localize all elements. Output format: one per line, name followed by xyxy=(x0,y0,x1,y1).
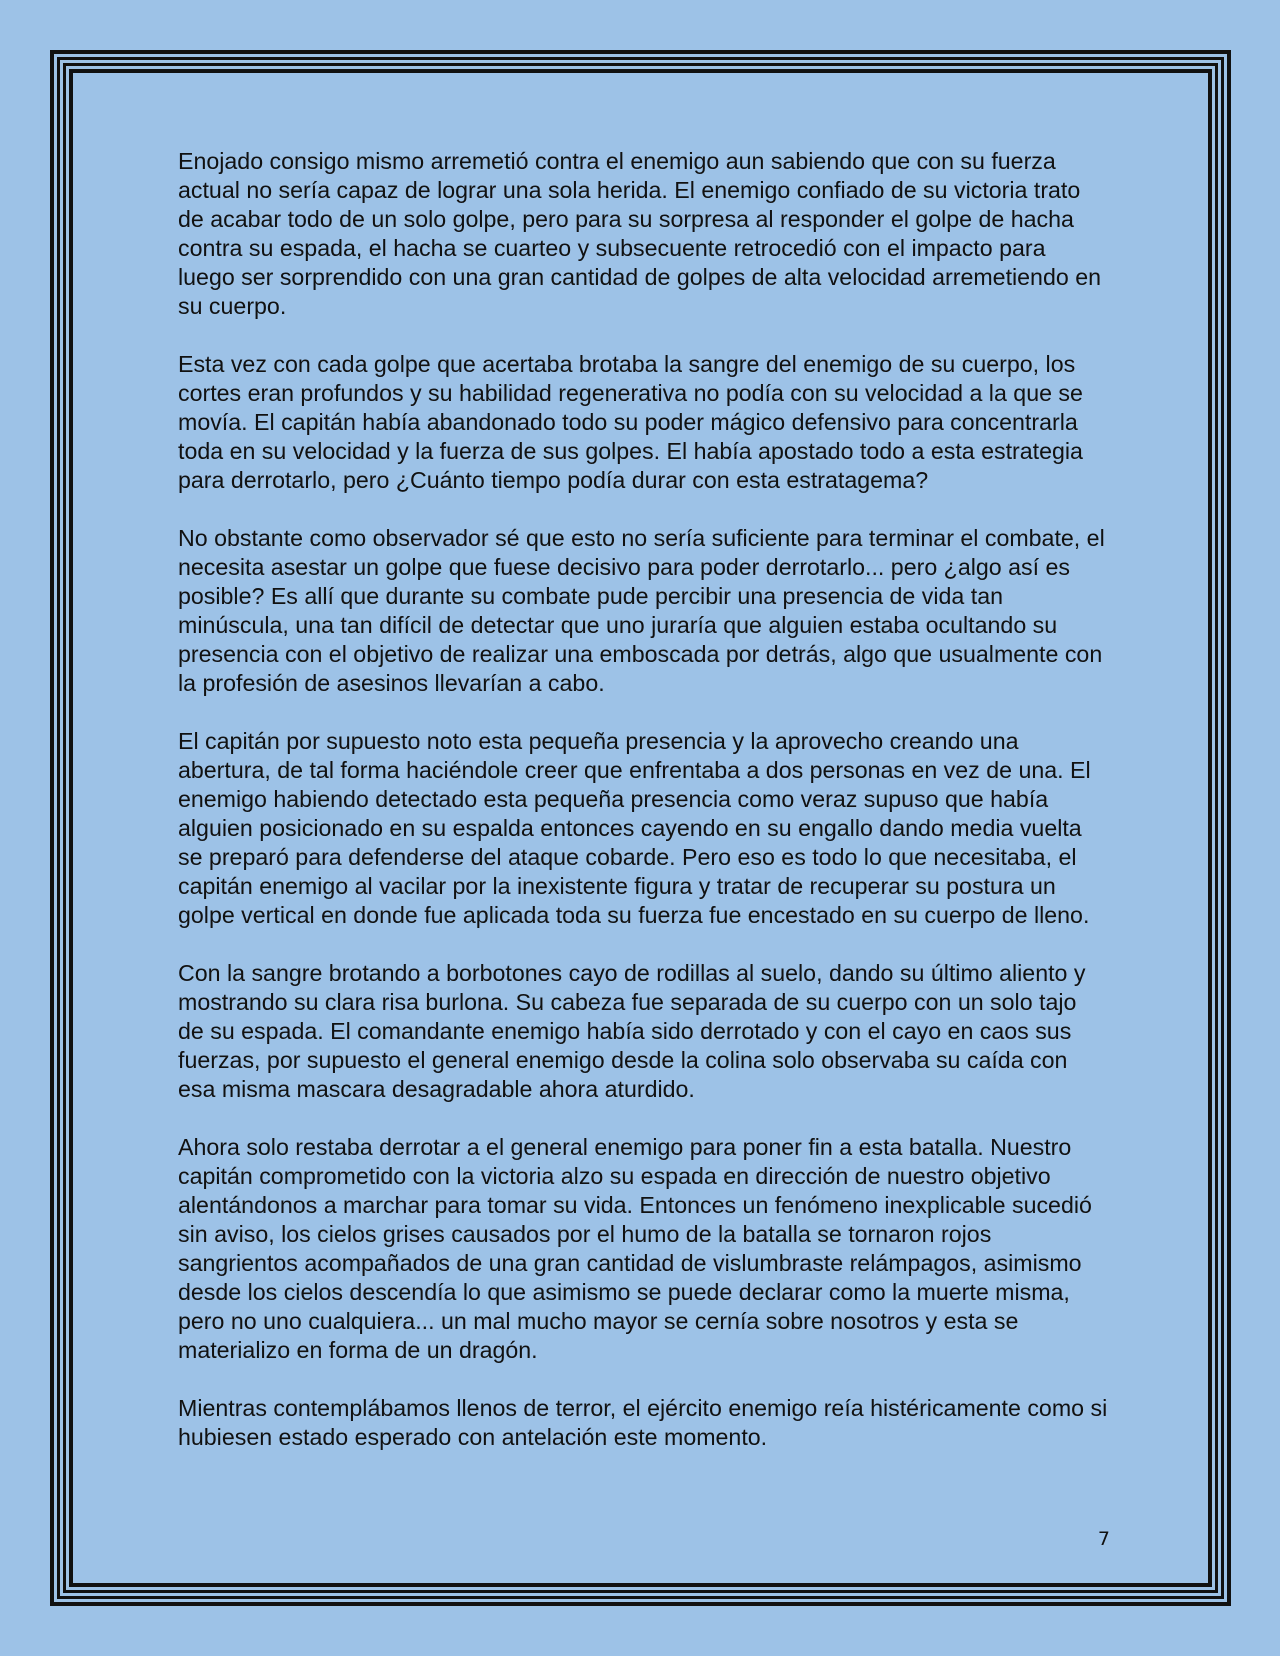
paragraph-7: Mientras contemplábamos llenos de terror, el ejército enemigo reía histéricamente como si hubiesen estado esperado con antelación este momento. xyxy=(178,1395,1108,1450)
paragraph-3: No obstante como observador sé que esto no sería suficiente para terminar el combate, el necesita asestar un golpe que fuese decisivo para poder derrotarlo... pero ¿algo así es posible? Es allí que durante su combate pude percibir una presencia de vida tan minúscula, una tan difícil de detectar que uno juraría que alguien estaba ocultando su presencia con el objetivo de realizar una emboscada por detrás, algo que usualmente con la profesión de asesinos llevarían a cabo. xyxy=(178,525,1105,696)
paragraph-2: Esta vez con cada golpe que acertaba brotaba la sangre del enemigo de su cuerpo, los cortes eran profundos y su habilidad regenerativa no podía con su velocidad a la que se movía. El capitán había abandonado todo su poder mágico defensivo para concentrarla toda en su velocidad y la fuerza de sus golpes. El había apostado todo a esta estrategia para derrotarlo, pero ¿Cuánto tiempo podía durar con esta estratagema? xyxy=(178,351,1083,493)
page-number: 7 xyxy=(1097,1528,1110,1550)
paragraph-1: Enojado consigo mismo arremetió contra el enemigo aun sabiendo que con su fuerza actual no sería capaz de lograr una sola herida. El enemigo confiado de su victoria trato de acabar todo de un solo golpe, pero para su sorpresa al responder el golpe de hacha contra su espada, el hacha se cuarteo y subsecuente retrocedió con el impacto para luego ser sorprendido con una gran cantidad de golpes de alta velocidad arremetiendo en su cuerpo. xyxy=(178,148,1101,319)
paragraph-4: El capitán por supuesto noto esta pequeña presencia y la aprovecho creando una abertura, de tal forma haciéndole creer que enfrentaba a dos personas en vez de una. El enemigo habiendo detectado esta pequeña presencia como veraz supuso que había alguien posicionado en su espalda entonces cayendo en su engallo dando media vuelta se preparó para defenderse del ataque cobarde. Pero eso es todo lo que necesitaba, el capitán enemigo al vacilar por la inexistente figura y tratar de recuperar su postura un golpe vertical en donde fue aplicada toda su fuerza fue encestado en su cuerpo de lleno. xyxy=(178,728,1091,928)
paragraph-6: Ahora solo restaba derrotar a el general enemigo para poner fin a esta batalla. Nuestro capitán comprometido con la victoria alzo su espada en dirección de nuestro objetivo alentándonos a marchar para tomar su vida. Entonces un fenómeno inexplicable sucedió sin aviso, los cielos grises causados por el humo de la batalla se tornaron rojos sangrientos acompañados de una gran cantidad de vislumbraste relámpagos, asimismo desde los cielos descendía lo que asimismo se puede declarar como la muerte misma, pero no uno cualquiera... un mal mucho mayor se cernía sobre nosotros y esta se materializo en forma de un dragón. xyxy=(178,1134,1092,1363)
paragraph-5: Con la sangre brotando a borbotones cayo de rodillas al suelo, dando su último aliento y mostrando su clara risa burlona. Su cabeza fue separada de su cuerpo con un solo tajo de su espada. El comandante enemigo había sido derrotado y con el cayo en caos sus fuerzas, por supuesto el general enemigo desde la colina solo observaba su caída con esa misma mascara desagradable ahora aturdido. xyxy=(178,960,1086,1102)
document-body xyxy=(178,147,1108,1481)
